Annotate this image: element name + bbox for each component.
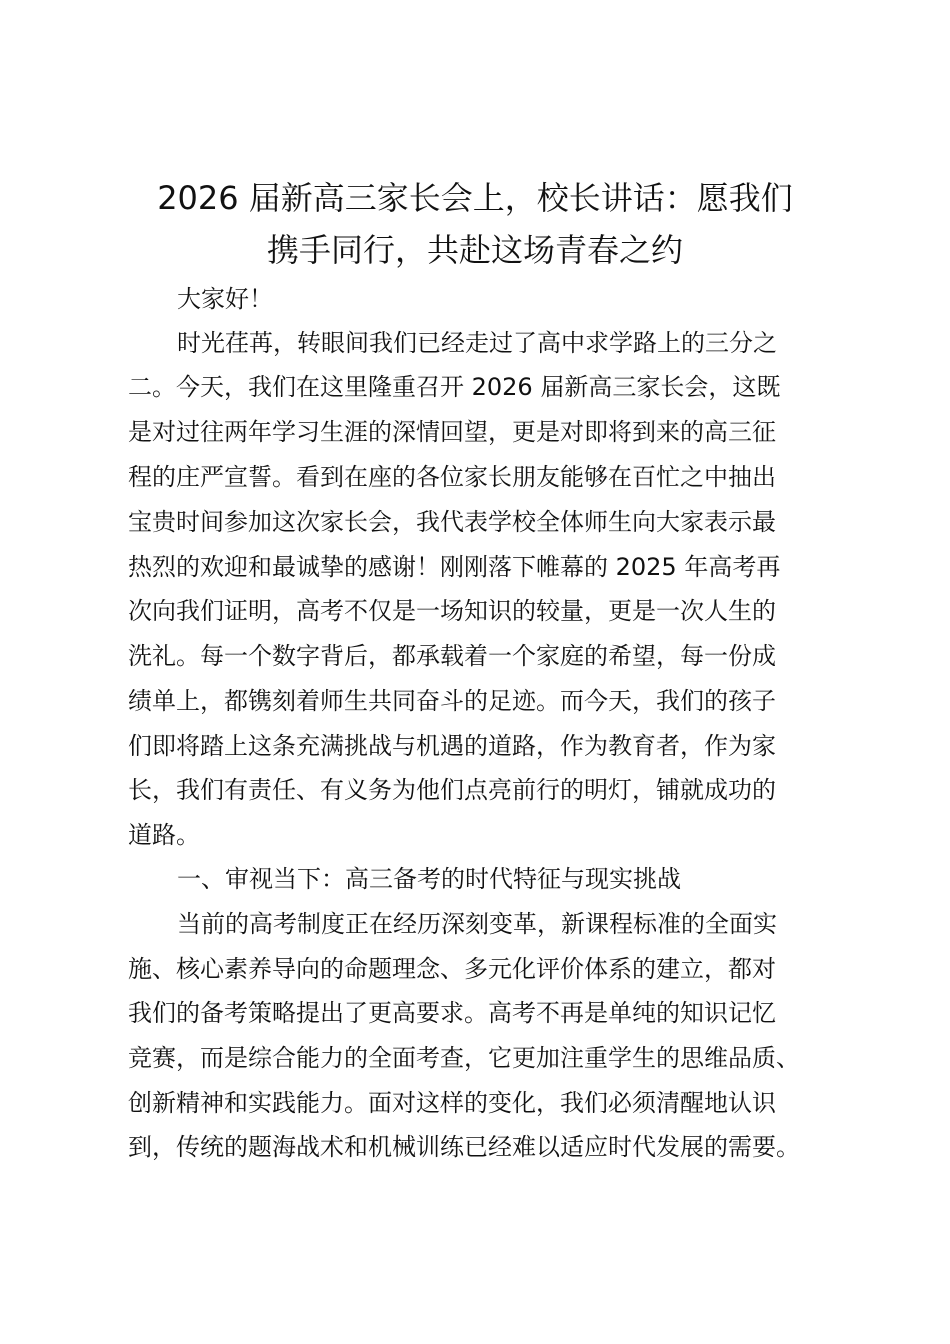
body-line: 一、审视当下：高三备考的时代特征与现实挑战 bbox=[177, 865, 681, 893]
body-line: 绩单上，都镌刻着师生共同奋斗的足迹。而今天，我们的孩子 bbox=[128, 687, 776, 715]
body-line: 创新精神和实践能力。面对这样的变化，我们必须清醒地认识 bbox=[128, 1089, 776, 1117]
body-line: 大家好！ bbox=[177, 285, 273, 313]
title-line-1: 2026 届新高三家长会上，校长讲话：愿我们 bbox=[157, 179, 793, 217]
body-line: 我们的备考策略提出了更高要求。高考不再是单纯的知识记忆 bbox=[128, 999, 776, 1027]
body-line: 热烈的欢迎和最诚挚的感谢！刚刚落下帷幕的 2025 年高考再 bbox=[128, 553, 781, 581]
body-line: 们即将踏上这条充满挑战与机遇的道路，作为教育者，作为家 bbox=[128, 732, 776, 760]
body-line: 竞赛，而是综合能力的全面考查，它更加注重学生的思维品质、 bbox=[128, 1044, 800, 1072]
body-line: 次向我们证明，高考不仅是一场知识的较量，更是一次人生的 bbox=[128, 597, 776, 625]
body-line: 时光荏苒，转眼间我们已经走过了高中求学路上的三分之 bbox=[177, 329, 777, 357]
body-line: 程的庄严宣誓。看到在座的各位家长朋友能够在百忙之中抽出 bbox=[128, 463, 776, 491]
body-line: 到，传统的题海战术和机械训练已经难以适应时代发展的需要。 bbox=[128, 1133, 800, 1161]
body-line: 长，我们有责任、有义务为他们点亮前行的明灯，铺就成功的 bbox=[128, 776, 776, 804]
body-line: 二。今天，我们在这里隆重召开 2026 届新高三家长会，这既 bbox=[128, 373, 781, 401]
body-line: 当前的高考制度正在经历深刻变革，新课程标准的全面实 bbox=[177, 910, 777, 938]
body-line: 宝贵时间参加这次家长会，我代表学校全体师生向大家表示最 bbox=[128, 508, 776, 536]
body-line: 是对过往两年学习生涯的深情回望，更是对即将到来的高三征 bbox=[128, 418, 776, 446]
body-line: 洗礼。每一个数字背后，都承载着一个家庭的希望，每一份成 bbox=[128, 642, 776, 670]
title-line-2: 携手同行，共赴这场青春之约 bbox=[266, 231, 683, 269]
body-line: 施、核心素养导向的命题理念、多元化评价体系的建立，都对 bbox=[128, 955, 776, 983]
body-line: 道路。 bbox=[128, 821, 200, 849]
